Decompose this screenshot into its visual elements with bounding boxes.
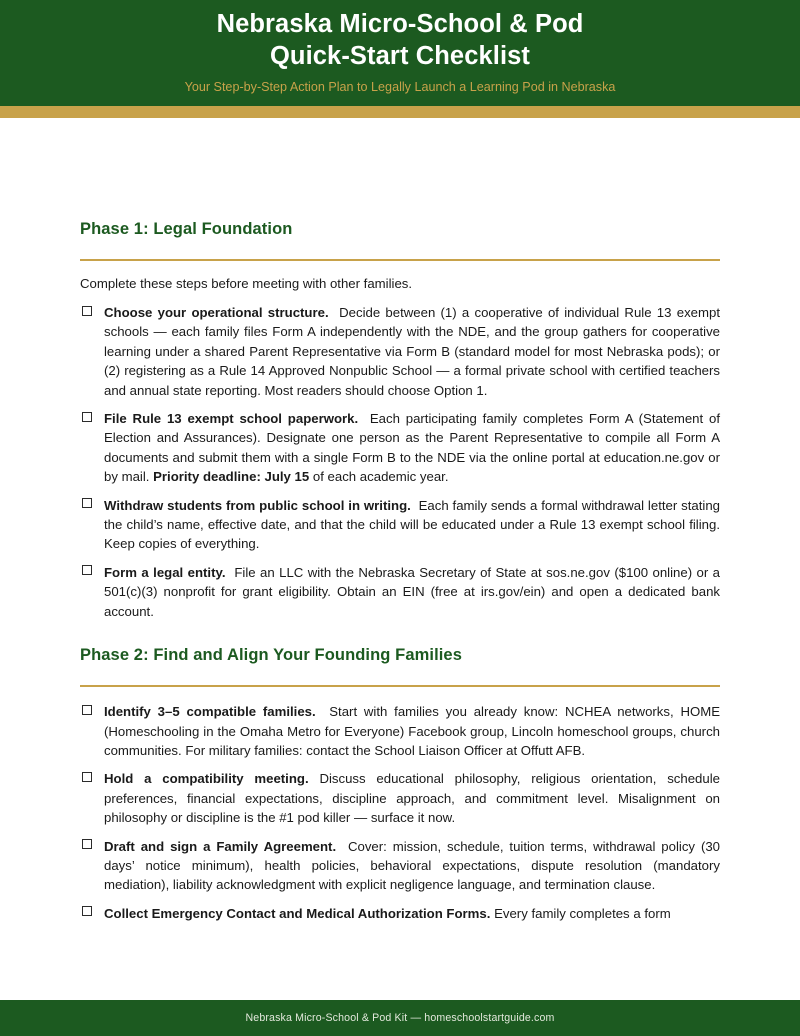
phase-1-checklist [80, 303, 720, 621]
checklist-item-body-tail: of each academic year. [309, 469, 449, 485]
checklist-item-title: Hold a compatibility meeting. [104, 771, 309, 787]
phase-2-checklist [80, 702, 720, 923]
phase-1-intro: Complete these steps before meeting with other families. [80, 276, 413, 291]
page-subtitle: Your Step-by-Step Action Plan to Legally Launch a Learning Pod in Nebraska [184, 80, 616, 94]
checklist-item-title: Choose your operational structure. [104, 305, 329, 320]
checklist-item[interactable] [80, 409, 720, 487]
checkbox-icon[interactable] [82, 498, 92, 508]
phase-2-divider [80, 685, 720, 687]
page-title-line-1: Nebraska Micro-School & Pod [216, 10, 584, 38]
checkbox-icon[interactable] [82, 772, 92, 782]
checklist-item[interactable] [80, 563, 720, 621]
document-footer [0, 1000, 800, 1036]
document-header [0, 0, 800, 106]
checklist-item[interactable] [80, 702, 720, 760]
checklist-item[interactable] [80, 904, 720, 923]
checklist-item-body: Each family sends a formal withdrawal letter stating the child’s name, effective date, and that the child will be educated under a Rule 13 exempt school filing. Keep copies of everything. [104, 497, 720, 552]
checklist-item-title: Draft and sign a Family Agreement. [104, 838, 337, 854]
checklist-item-title: Form a legal entity. [104, 564, 226, 580]
phase-1-section [80, 218, 720, 621]
top-spacer [80, 118, 720, 218]
checkbox-icon[interactable] [82, 839, 92, 849]
checklist-item-title: File Rule 13 exempt school paperwork. [104, 411, 359, 427]
checkbox-icon[interactable] [82, 705, 92, 715]
checklist-item-title: Withdraw students from public school in writing. [104, 497, 411, 513]
checklist-item[interactable] [80, 496, 720, 554]
checklist-item-body: Decide between (1) a cooperative of individual Rule 13 exempt schools — each family files Form A independently with the NDE, and the group gathers for cooperative learning under a shared Parent Representative via Form B (standard model for most Nebraska pods); or (2) registering as a Rule 14 Approved Nonpublic School — a formal private school with certified teachers and annual state reporting. Most readers should choose Option 1. [104, 305, 720, 398]
phase-1-heading: Phase 1: Legal Foundation [80, 220, 293, 238]
page-title-line-2: Quick-Start Checklist [269, 42, 530, 70]
checklist-item[interactable] [80, 837, 720, 895]
checklist-item-body: Discuss educational philosophy, religious orientation, schedule preferences, financial expectations, discipline approach, and commitment level. Misalignment on philosophy or discipline is the #1 pod killer — surface it now. [104, 771, 720, 826]
footer-text: Nebraska Micro-School & Pod Kit — homeschoolstartguide.com [245, 1012, 555, 1024]
phase-2-section [80, 644, 720, 923]
checkbox-icon[interactable] [82, 412, 92, 422]
phase-2-heading: Phase 2: Find and Align Your Founding Families [80, 646, 462, 665]
checklist-item-title: Collect Emergency Contact and Medical Authorization Forms. [104, 905, 491, 921]
checklist-item-body: Start with families you already know: NCHEA networks, HOME (Homeschooling in the Omaha Metro for Everyone) Facebook group, Lincoln homeschool groups, church communities. For military families: contact the School Liaison Officer at Offutt AFB. [104, 704, 721, 758]
checklist-item-body: Every family completes a form [494, 905, 671, 921]
checklist-item-title: Identify 3–5 compatible families. [104, 704, 316, 720]
page-title [0, 8, 800, 72]
checklist-item-deadline: Priority deadline: July 15 [153, 469, 310, 485]
header-accent-bar [0, 106, 800, 118]
checklist-item[interactable] [80, 769, 720, 827]
checklist-item[interactable] [80, 303, 720, 400]
checkbox-icon[interactable] [82, 565, 92, 575]
document-body [80, 118, 720, 923]
checkbox-icon[interactable] [82, 906, 92, 916]
checklist-item-body: File an LLC with the Nebraska Secretary of State at sos.ne.gov ($100 online) or a 501(c)(3) nonprofit for grant eligibility. Obtain an EIN (free at irs.gov/ein) and open a dedicated bank account. [104, 564, 721, 619]
phase-1-divider [80, 259, 720, 261]
checklist-item-body: Cover: mission, schedule, tuition terms, withdrawal policy (30 days’ notice minimum), health policies, behavioral expectations, dispute resolution (mandatory mediation), liability acknowledgment with explicit negligence language, and termination clause. [104, 838, 721, 893]
checkbox-icon[interactable] [82, 306, 92, 316]
checklist-item-body: Each participating family completes Form A (Statement of Election and Assurances). Designate one person as the Parent Representative to compile all Form A documents and submit them with a single Form B to the NDE via the online portal at education.ne.gov or by mail. [104, 411, 720, 485]
